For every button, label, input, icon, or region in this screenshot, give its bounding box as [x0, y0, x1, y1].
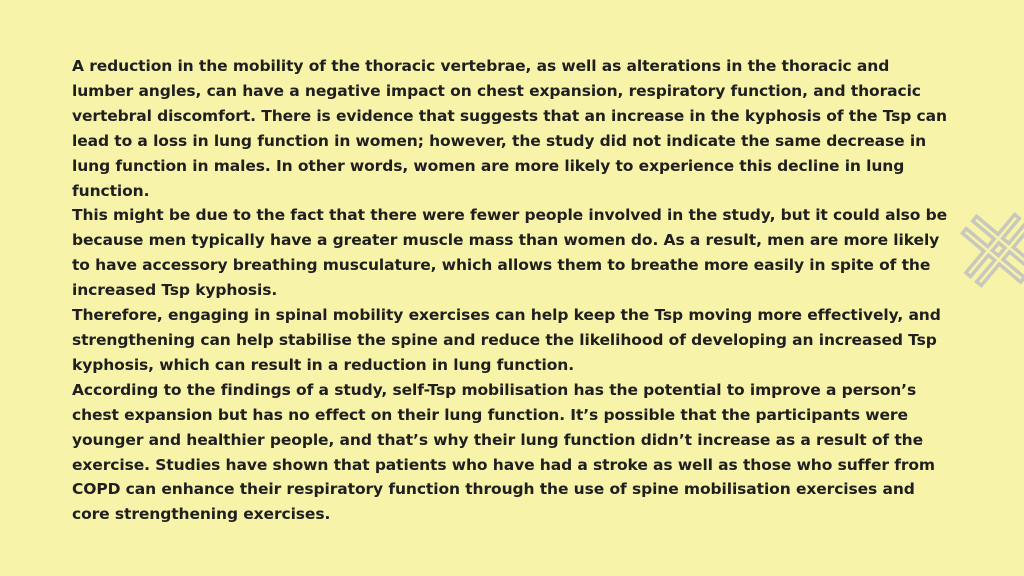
paragraph-2: This might be due to the fact that there were fewer people involved in the study, but it could also be because men typically have a greater muscle mass than women do. As a result, men are more likely to have accessory breathing musculature, which allows them to breathe more easily in spite of the increased Tsp kyphosis. — [72, 206, 948, 300]
paragraph-1: A reduction in the mobility of the thoracic vertebrae, as well as alterations in the thoracic and lumber angles, can have a negative impact on chest expansion, respiratory function, and thoracic vertebral discomfort. There is evidence that suggests that an increase in the kyphosis of the Tsp can lead to a loss in lung function in women; however, the study did not indicate the same decrease in lung function in males. In other words, women are more likely to experience this decline in lung function. — [72, 57, 947, 200]
hash-outline-icon — [958, 210, 1024, 290]
body-text — [72, 54, 952, 527]
paragraph-4: According to the findings of a study, self-Tsp mobilisation has the potential to improve a person’s chest expansion but has no effect on their lung function. It’s possible that the participants were younger and healthier people, and that’s why their lung function didn’t increase as a result of the exercise. Studies have shown that patients who have had a stroke as well as those who suffer from COPD can enhance their respiratory function through the use of spine mobilisation exercises and core strengthening exercises. — [72, 380, 935, 524]
paragraph-3: Therefore, engaging in spinal mobility exercises can help keep the Tsp moving more effectively, and strengthening can help stabilise the spine and reduce the likelihood of developing an increased Tsp kyphosis, which can result in a reduction in lung function. — [72, 306, 941, 374]
